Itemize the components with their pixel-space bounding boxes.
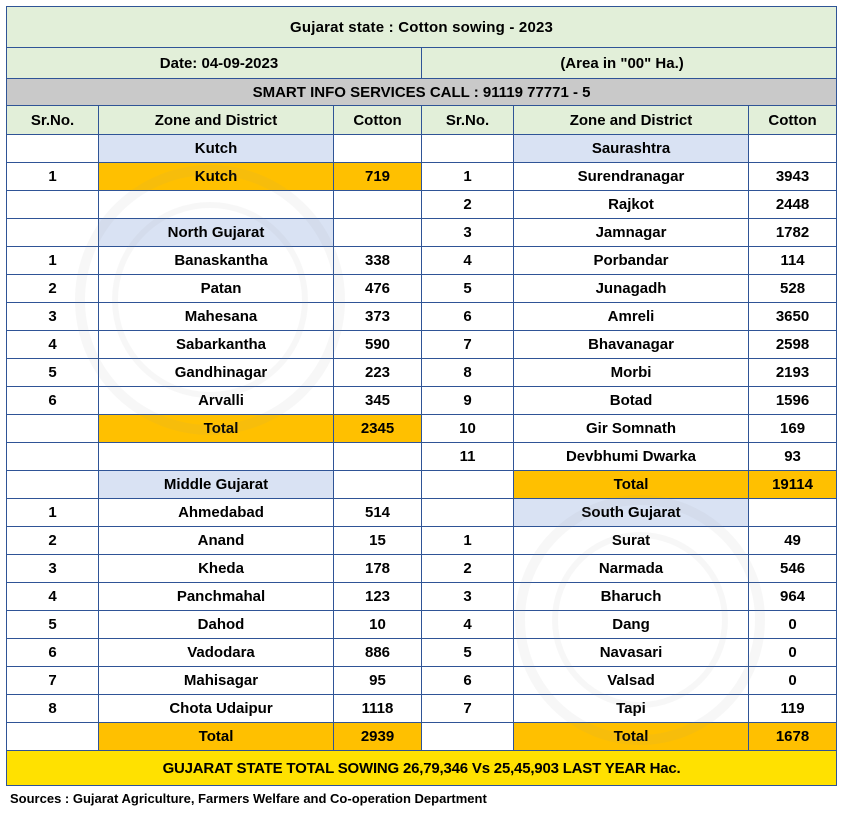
- zone-row-name: Saurashtra: [514, 135, 749, 163]
- table-row: [7, 471, 837, 499]
- table-row: [7, 135, 837, 163]
- table-row: [7, 723, 837, 751]
- district-row-cotton: 3943: [749, 163, 837, 191]
- district-row-srno: 2: [7, 275, 99, 303]
- district-row-cotton: 338: [334, 247, 422, 275]
- district-row-srno: 1: [422, 527, 514, 555]
- title-row: [7, 7, 837, 48]
- zone-row-srno: [7, 135, 99, 163]
- table-row: [7, 499, 837, 527]
- district-row-name: Sabarkantha: [99, 331, 334, 359]
- table-row: [7, 695, 837, 723]
- district-row-name: Chota Udaipur: [99, 695, 334, 723]
- district-row-srno: 4: [422, 247, 514, 275]
- district-row-name: Junagadh: [514, 275, 749, 303]
- district-row-srno: 3: [422, 583, 514, 611]
- district-row-cotton: 15: [334, 527, 422, 555]
- district-row-name: Rajkot: [514, 191, 749, 219]
- table-row: [7, 191, 837, 219]
- district-row-srno: 7: [422, 331, 514, 359]
- spacer-row-cotton: [334, 443, 422, 471]
- district-row-cotton: 223: [334, 359, 422, 387]
- district-row-name: Dahod: [99, 611, 334, 639]
- sources-note: Sources : Gujarat Agriculture, Farmers Welfare and Co-operation Department: [10, 791, 487, 806]
- smart-info-banner: SMART INFO SERVICES CALL : 91119 77771 - 5: [7, 79, 837, 106]
- district-row-name: Tapi: [514, 695, 749, 723]
- district-row-srno: 8: [422, 359, 514, 387]
- table-row: [7, 331, 837, 359]
- district-row-cotton: 119: [749, 695, 837, 723]
- zone-row-srno: [422, 135, 514, 163]
- zone-row-name: Middle Gujarat: [99, 471, 334, 499]
- spacer-row-srno: [7, 191, 99, 219]
- district-row-cotton: 345: [334, 387, 422, 415]
- page-title: Gujarat state : Cotton sowing - 2023: [7, 7, 837, 48]
- col-header-cotton-left: Cotton: [334, 106, 422, 135]
- table-row: [7, 583, 837, 611]
- report-date: Date: 04-09-2023: [7, 48, 422, 79]
- smart-info-row: [7, 79, 837, 106]
- district-row-cotton: 476: [334, 275, 422, 303]
- district-row-srno: 9: [422, 387, 514, 415]
- district-row-name: Panchmahal: [99, 583, 334, 611]
- zone-row-srno: [7, 219, 99, 247]
- grand-total-banner: GUJARAT STATE TOTAL SOWING 26,79,346 Vs 25,45,903 LAST YEAR Hac.: [7, 751, 837, 786]
- area-unit-note: (Area in "00" Ha.): [422, 48, 837, 79]
- table-row: [7, 415, 837, 443]
- total-row-cotton: 2345: [334, 415, 422, 443]
- district-row-cotton: 3650: [749, 303, 837, 331]
- district-row-name: Porbandar: [514, 247, 749, 275]
- district-row-srno: 1: [422, 163, 514, 191]
- district-row-srno: 4: [7, 583, 99, 611]
- district-row-name: Amreli: [514, 303, 749, 331]
- district-row-cotton: 0: [749, 639, 837, 667]
- district-row-name: Ahmedabad: [99, 499, 334, 527]
- total-row-srno: [7, 723, 99, 751]
- table-row: [7, 303, 837, 331]
- table-row: [7, 611, 837, 639]
- district-row-name: Surat: [514, 527, 749, 555]
- zone-row-name: South Gujarat: [514, 499, 749, 527]
- district-row-name: Arvalli: [99, 387, 334, 415]
- total-row-cotton: 1678: [749, 723, 837, 751]
- district-row-name: Narmada: [514, 555, 749, 583]
- district-row-name: Mahisagar: [99, 667, 334, 695]
- district-row-cotton: 964: [749, 583, 837, 611]
- table-row: [7, 527, 837, 555]
- district-row-cotton: 1596: [749, 387, 837, 415]
- column-header-row: [7, 106, 837, 135]
- district-row-srno: 6: [422, 303, 514, 331]
- table-row: [7, 275, 837, 303]
- total-row-srno: [7, 415, 99, 443]
- district-row-cotton: 2598: [749, 331, 837, 359]
- district-row-srno: 3: [7, 555, 99, 583]
- district-row-cotton: 49: [749, 527, 837, 555]
- district-row-name: Vadodara: [99, 639, 334, 667]
- date-area-row: [7, 48, 837, 79]
- zone-row-srno: [422, 499, 514, 527]
- district-row-cotton: 886: [334, 639, 422, 667]
- district-row-cotton: 373: [334, 303, 422, 331]
- district-row-srno: 4: [422, 611, 514, 639]
- table-row: [7, 443, 837, 471]
- total-row-srno: [422, 723, 514, 751]
- zone-row-cotton: [334, 219, 422, 247]
- district-row-srno: 1: [7, 247, 99, 275]
- district-row-cotton: 1118: [334, 695, 422, 723]
- col-header-srno-left: Sr.No.: [7, 106, 99, 135]
- district-row-name: Navasari: [514, 639, 749, 667]
- district-row-cotton: 514: [334, 499, 422, 527]
- district-row-name: Botad: [514, 387, 749, 415]
- district-row-name: Surendranagar: [514, 163, 749, 191]
- total-row-name: Total: [99, 415, 334, 443]
- table-row: [7, 163, 837, 191]
- district-row-cotton: 2193: [749, 359, 837, 387]
- col-header-srno-right: Sr.No.: [422, 106, 514, 135]
- district-row-srno: 5: [7, 611, 99, 639]
- total-row-name: Total: [99, 723, 334, 751]
- district-row-srno: 1: [7, 499, 99, 527]
- district-row-srno: 7: [7, 667, 99, 695]
- district-row-name: Gandhinagar: [99, 359, 334, 387]
- table-row: [7, 667, 837, 695]
- total-row-srno: [422, 471, 514, 499]
- district-row-srno: 2: [422, 191, 514, 219]
- zone-row-srno: [7, 471, 99, 499]
- total-row-cotton: 2939: [334, 723, 422, 751]
- district-row-srno: 3: [422, 219, 514, 247]
- district-row-cotton: 95: [334, 667, 422, 695]
- district-row-name: Gir Somnath: [514, 415, 749, 443]
- district-row-srno: 5: [7, 359, 99, 387]
- spacer-row-srno: [7, 443, 99, 471]
- district-row-name: Bharuch: [514, 583, 749, 611]
- spacer-row-name: [99, 443, 334, 471]
- col-header-zone-district-right: Zone and District: [514, 106, 749, 135]
- district-row-srno: 2: [7, 527, 99, 555]
- district-row-srno: 2: [422, 555, 514, 583]
- district-row-name: Kutch: [99, 163, 334, 191]
- district-row-cotton: 719: [334, 163, 422, 191]
- district-row-cotton: 590: [334, 331, 422, 359]
- col-header-cotton-right: Cotton: [749, 106, 837, 135]
- district-row-srno: 8: [7, 695, 99, 723]
- district-row-cotton: 114: [749, 247, 837, 275]
- district-row-name: Valsad: [514, 667, 749, 695]
- district-row-srno: 6: [7, 387, 99, 415]
- cotton-sowing-table: [6, 6, 837, 786]
- district-row-name: Bhavanagar: [514, 331, 749, 359]
- district-row-srno: 5: [422, 275, 514, 303]
- spacer-row-name: [99, 191, 334, 219]
- zone-row-cotton: [334, 135, 422, 163]
- grand-total-row: [7, 751, 837, 786]
- total-row-name: Total: [514, 723, 749, 751]
- district-row-cotton: 546: [749, 555, 837, 583]
- district-row-name: Anand: [99, 527, 334, 555]
- district-row-name: Jamnagar: [514, 219, 749, 247]
- district-row-cotton: 10: [334, 611, 422, 639]
- zone-row-cotton: [749, 499, 837, 527]
- total-row-cotton: 19114: [749, 471, 837, 499]
- table-row: [7, 387, 837, 415]
- col-header-zone-district-left: Zone and District: [99, 106, 334, 135]
- district-row-name: Morbi: [514, 359, 749, 387]
- table-row: [7, 639, 837, 667]
- district-row-srno: 11: [422, 443, 514, 471]
- district-row-srno: 5: [422, 639, 514, 667]
- spacer-row-cotton: [334, 191, 422, 219]
- district-row-cotton: 528: [749, 275, 837, 303]
- district-row-cotton: 0: [749, 611, 837, 639]
- district-row-srno: 4: [7, 331, 99, 359]
- district-row-name: Devbhumi Dwarka: [514, 443, 749, 471]
- district-row-srno: 10: [422, 415, 514, 443]
- district-row-cotton: 169: [749, 415, 837, 443]
- total-row-name: Total: [514, 471, 749, 499]
- zone-row-name: North Gujarat: [99, 219, 334, 247]
- district-row-name: Dang: [514, 611, 749, 639]
- district-row-cotton: 0: [749, 667, 837, 695]
- district-row-cotton: 93: [749, 443, 837, 471]
- district-row-name: Banaskantha: [99, 247, 334, 275]
- district-row-srno: 7: [422, 695, 514, 723]
- district-row-name: Mahesana: [99, 303, 334, 331]
- table-row: [7, 219, 837, 247]
- district-row-name: Kheda: [99, 555, 334, 583]
- district-row-srno: 3: [7, 303, 99, 331]
- table-row: [7, 247, 837, 275]
- district-row-srno: 6: [422, 667, 514, 695]
- table-row: [7, 555, 837, 583]
- district-row-cotton: 178: [334, 555, 422, 583]
- zone-row-cotton: [749, 135, 837, 163]
- zone-row-cotton: [334, 471, 422, 499]
- district-row-cotton: 123: [334, 583, 422, 611]
- district-row-cotton: 2448: [749, 191, 837, 219]
- zone-row-name: Kutch: [99, 135, 334, 163]
- district-row-cotton: 1782: [749, 219, 837, 247]
- table-row: [7, 359, 837, 387]
- district-row-srno: 1: [7, 163, 99, 191]
- district-row-name: Patan: [99, 275, 334, 303]
- district-row-srno: 6: [7, 639, 99, 667]
